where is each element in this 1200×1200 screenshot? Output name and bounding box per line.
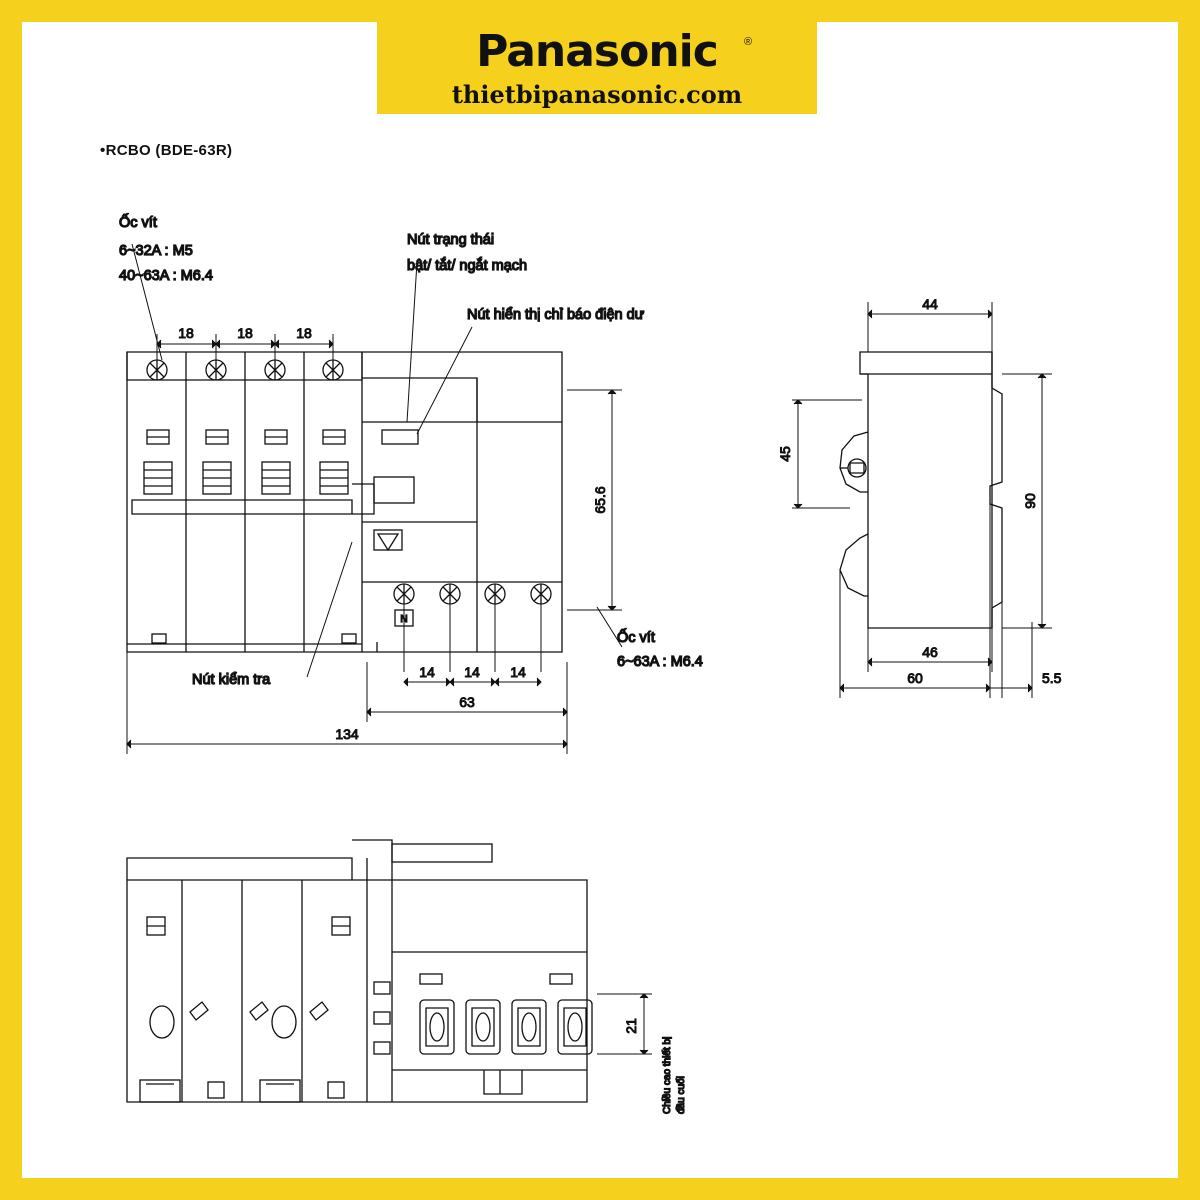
dim-bottom-21: 21 — [623, 1018, 639, 1034]
toggle-handles — [144, 462, 348, 494]
page-canvas — [22, 22, 1178, 1178]
bottom-terminal-screws — [394, 584, 551, 604]
front-view — [127, 352, 562, 652]
dim-pitch-14-3: 14 — [510, 664, 526, 680]
side-view-dimensions — [777, 296, 1062, 698]
dim-pitch-18-1: 18 — [178, 325, 194, 341]
label-status-button-2: bật/ tắt/ ngắt mạch — [407, 258, 528, 274]
dim-pitch-14-2: 14 — [464, 664, 480, 680]
dim-side-60: 60 — [907, 670, 923, 686]
dim-side-46: 46 — [922, 644, 938, 660]
label-screw-top: Ốc vít — [119, 215, 157, 231]
dim-pitch-18-2: 18 — [237, 325, 253, 341]
corner-accent-bottom-left-h — [0, 1178, 120, 1200]
bottom-view-dimensions — [597, 994, 652, 1054]
bottom-view — [127, 840, 592, 1102]
dim-width-134: 134 — [335, 726, 359, 742]
label-terminal-height-1: Chiều cao thiết bị — [662, 1036, 673, 1114]
neutral-label: N — [400, 614, 408, 625]
corner-accent-top-left-h — [0, 0, 120, 22]
label-screw-bottom: Ốc vít — [617, 630, 655, 646]
label-status-button-1: Nút trạng thái — [407, 232, 495, 248]
corner-accent-top-right-h — [1080, 0, 1200, 22]
label-screw-top-spec-2: 40~63A : M6.4 — [119, 268, 213, 284]
label-test-button: Nút kiểm tra — [192, 672, 271, 688]
brand-name: Panasonic — [476, 26, 718, 77]
dim-width-63: 63 — [459, 694, 475, 710]
dim-side-5-5: 5.5 — [1042, 670, 1062, 686]
pole-windows — [147, 430, 345, 444]
status-toggle-button — [374, 477, 414, 503]
label-indicator-button: Nút hiển thị chỉ báo điện dư — [467, 307, 645, 323]
residual-indicator-window — [382, 430, 418, 444]
test-button-shape — [374, 530, 402, 550]
dim-height-65-6: 65.6 — [592, 486, 608, 514]
corner-accent-bottom-right-h — [1080, 1178, 1200, 1200]
bullet-icon: • — [100, 142, 106, 159]
dim-side-44: 44 — [922, 296, 938, 312]
bottom-terminal-clamps — [420, 1000, 592, 1054]
dim-side-45: 45 — [777, 446, 793, 462]
registered-trademark-icon: ® — [744, 36, 753, 48]
label-screw-bottom-spec: 6~63A : M6.4 — [617, 654, 703, 670]
dim-side-90: 90 — [1022, 493, 1038, 509]
dim-pitch-18-3: 18 — [296, 325, 312, 341]
side-view — [840, 352, 1002, 628]
dim-pitch-14-1: 14 — [419, 664, 435, 680]
label-screw-top-spec-1: 6~32A : M5 — [119, 243, 193, 259]
page-title-text: RCBO (BDE-63R) — [105, 142, 233, 159]
label-terminal-height-2: đầu cuối — [676, 1076, 687, 1114]
brand-website: thietbipanasonic.com — [451, 80, 743, 109]
technical-drawing — [22, 22, 1178, 1178]
